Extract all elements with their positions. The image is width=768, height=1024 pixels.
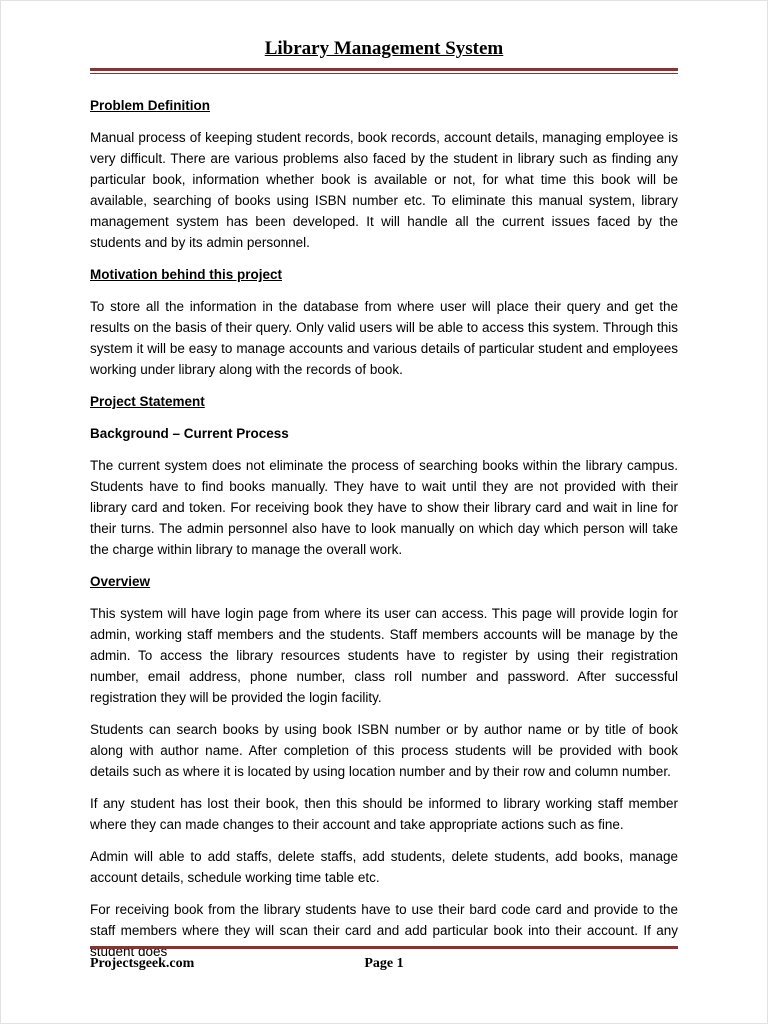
paragraph-overview-admin: Admin will able to add staffs, delete staffs, add students, delete students, add books, manage account details, schedule working time table etc. bbox=[90, 849, 678, 885]
paragraph-overview-lost-book: If any student has lost their book, then this should be informed to library working staff member where they can made changes to their account and take appropriate actions such as fine. bbox=[90, 796, 678, 832]
footer-site-name: Projectsgeek.com bbox=[90, 956, 195, 971]
heading-overview: Overview bbox=[90, 574, 151, 589]
paragraph-problem-definition: Manual process of keeping student records, book records, account details, managing employee is very difficult. There are various problems also faced by the student in library such as finding any particular book, information whether book is available or not, for what time this book will be available, searching of books using ISBN number etc. To eliminate this manual system, library management system has been developed. It will handle all the current issues faced by the students and by its admin personnel. bbox=[90, 130, 678, 250]
document-body bbox=[90, 95, 678, 962]
document-content bbox=[90, 0, 678, 973]
paragraph-overview-login: This system will have login page from where its user can access. This page will provide login for admin, working staff members and the students. Staff members accounts will be manage by the admin. To access the library resources students have to register by using their registration number, email address, phone number, class roll number and password. After successful registration they will be provided the login facility. bbox=[90, 606, 678, 705]
paragraph-overview-search: Students can search books by using book ISBN number or by author name or by title of book along with author name. After completion of this process students will be provided with book details such as where it is located by using location number and by their row and column number. bbox=[90, 722, 678, 779]
page-footer bbox=[90, 946, 678, 972]
heading-project-statement: Project Statement bbox=[90, 394, 205, 409]
document-title: Library Management System bbox=[264, 38, 504, 59]
footer-row bbox=[90, 956, 678, 972]
heading-background-current-process: Background – Current Process bbox=[90, 426, 289, 441]
footer-page-number: Page 1 bbox=[364, 956, 404, 971]
heading-motivation: Motivation behind this project bbox=[90, 267, 282, 282]
heading-problem-definition: Problem Definition bbox=[90, 98, 211, 113]
paragraph-motivation: To store all the information in the database from where user will place their query and get the results on the basis of their query. Only valid users will be able to access this system. Through this system it will be easy to manage accounts and various details of particular student and employees working under library along with the records of book. bbox=[90, 299, 678, 377]
paragraph-overview-barcode: For receiving book from the library students have to use their bard code card and provide to the staff members where they will scan their card and add particular book into their account. If any student does bbox=[90, 902, 678, 959]
header-divider bbox=[90, 68, 678, 74]
footer-divider bbox=[90, 946, 678, 949]
paragraph-background: The current system does not eliminate the process of searching books within the library campus. Students have to find books manually. They have to wait until they are not provided with their library card and token. For receiving book they have to show their library card and wait in line for their turns. The admin personnel also have to look manually on which day which person will take the charge within library to manage the overall work. bbox=[90, 458, 678, 557]
